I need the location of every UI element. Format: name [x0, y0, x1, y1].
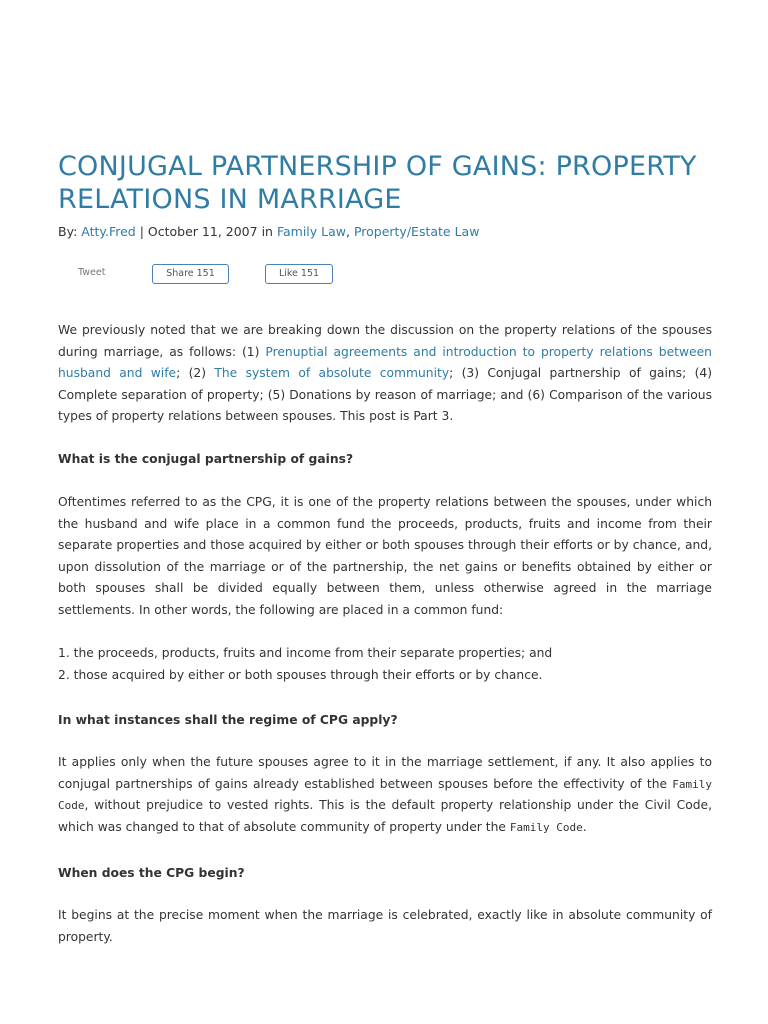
common-fund-list [58, 643, 712, 686]
share-button[interactable]: Share 151 [152, 264, 229, 284]
intro-text-3: ; (3) Conjugal partnership of gains; (4) Complete separation of property; (5) Donations by reason of marriage; and (6) Comparison of the various types of property relations between spouses. This post is Part 3. [58, 366, 712, 423]
byline [58, 223, 718, 241]
byline-in: in [257, 224, 277, 239]
family-code-term: Family Code [58, 777, 712, 812]
share-bar [58, 264, 458, 286]
heading-cpg-apply: In what instances shall the regime of CPG apply? [58, 713, 398, 727]
byline-comma: , [345, 224, 354, 239]
heading-what-is-cpg: What is the conjugal partnership of gains? [58, 452, 354, 466]
prenuptial-agreements-link[interactable]: Prenuptial agreements and introduction to property relations between husband and wife [58, 344, 712, 380]
like-button[interactable]: Like 151 [265, 264, 333, 284]
apply-text-1: It applies only when the future spouses agree to it in the marriage settlement, if any. It also applies to conjugal partnerships of gains already established between spouses before the effectivity of the [58, 755, 712, 791]
category-link-family-law[interactable]: Family Law [276, 224, 346, 239]
list-item: 2. those acquired by either or both spouses through their efforts or by chance. [58, 667, 543, 682]
byline-prefix: By: [58, 224, 82, 239]
category-link-property-estate-law[interactable]: Property/Estate Law [353, 224, 480, 239]
cpg-begin-paragraph: It begins at the precise moment when the marriage is celebrated, exactly like in absolute community of property. [58, 908, 712, 944]
family-code-term: Family Code [509, 820, 583, 834]
byline-separator: | [135, 224, 148, 239]
author-link[interactable]: Atty.Fred [81, 224, 136, 239]
cpg-definition-paragraph: Oftentimes referred to as the CPG, it is one of the property relations between the spouses, under which the husband and wife place in a common fund the proceeds, products, fruits and income from their separate properties and those acquired by either or both spouses through their efforts or by chance, and, upon dissolution of the marriage or of the partnership, the net gains or benefits obtained by either or both spouses shall be divided equally between them, unless otherwise agreed in the marriage settlements. In other words, the following are placed in a common fund: [58, 495, 712, 617]
intro-text-2: ; (2) [176, 366, 215, 380]
tweet-button[interactable]: Tweet [78, 267, 106, 278]
heading-cpg-begin: When does the CPG begin? [58, 866, 245, 880]
article-title: CONJUGAL PARTNERSHIP OF GAINS: PROPERTY RELATIONS IN MARRIAGE [58, 151, 697, 215]
intro-text-1: We previously noted that we are breaking down the discussion on the property relations of the spouses during marriage, as follows: (1) [58, 323, 712, 359]
list-item: 1. the proceeds, products, fruits and income from their separate properties; and [58, 646, 553, 660]
apply-text-3: . [582, 819, 587, 834]
cpg-apply-paragraph [58, 752, 712, 838]
intro-paragraph [58, 320, 712, 428]
absolute-community-link[interactable]: The system of absolute community [214, 366, 450, 380]
apply-text-2: , without prejudice to vested rights. This is the default property relationship under the Civil Code, which was changed to that of absolute community of property under the [58, 798, 712, 834]
post-date: October 11, 2007 [147, 224, 258, 239]
